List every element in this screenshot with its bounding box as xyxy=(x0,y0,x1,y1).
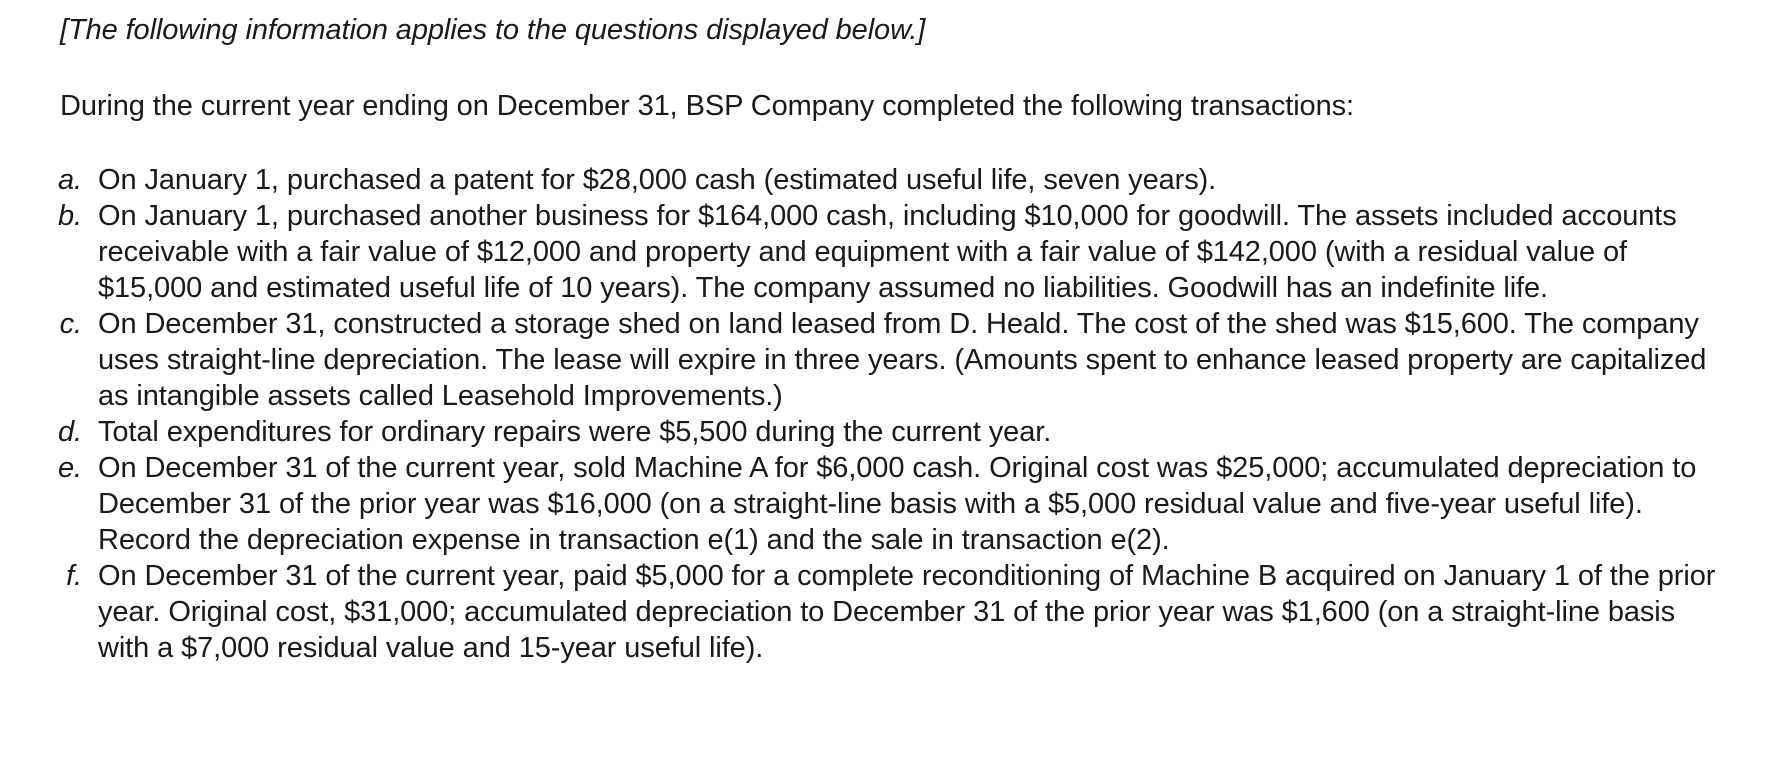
transaction-list xyxy=(60,162,1726,666)
transaction-item-f xyxy=(60,558,1726,666)
transaction-item-b xyxy=(60,198,1726,306)
transaction-text: On December 31, constructed a storage shed on land leased from D. Heald. The cost of the shed was $15,600. The company uses straight-line depreciation. The lease will expire in three years. (Amounts spent to enhance leased property are capitalized as intangible assets called Leasehold Improvements.) xyxy=(98,308,1707,412)
transaction-item-d xyxy=(60,414,1726,450)
lead-paragraph: During the current year ending on December 31, BSP Company completed the following transactions: xyxy=(60,90,1354,122)
transaction-text: On January 1, purchased another business for $164,000 cash, including $10,000 for goodwill. The assets included accounts receivable with a fair value of $12,000 and property and equipment with a fair value of $142,000 (with a residual value of $15,000 and estimated useful life of 10 years). The company assumed no liabilities. Goodwill has an indefinite life. xyxy=(98,200,1677,304)
transaction-letter: b. xyxy=(58,200,82,232)
intro-note: [The following information applies to the questions displayed below.] xyxy=(60,14,926,46)
transaction-text: On December 31 of the current year, paid $5,000 for a complete reconditioning of Machine B acquired on January 1 of the prior year. Original cost, $31,000; accumulated depreciation to December 31 of the prior year was $1,600 (on a straight-line basis with a $7,000 residual value and 15-year useful life). xyxy=(98,560,1716,664)
transaction-letter: e. xyxy=(58,452,82,484)
transaction-letter: f. xyxy=(66,560,82,592)
transaction-letter: a. xyxy=(58,164,82,196)
transaction-item-c xyxy=(60,306,1726,414)
transaction-text: On December 31 of the current year, sold Machine A for $6,000 cash. Original cost was $25,000; accumulated depreciation to December 31 of the prior year was $16,000 (on a straight-line basis with a $5,000 residual value and five-year useful life). Record the depreciation expense in transaction e(1) and the sale in transaction e(2). xyxy=(98,452,1697,556)
transaction-text: On January 1, purchased a patent for $28,000 cash (estimated useful life, seven years). xyxy=(98,164,1217,196)
transaction-item-a xyxy=(60,162,1726,198)
transaction-item-e xyxy=(60,450,1726,558)
transaction-letter: d. xyxy=(58,416,82,448)
transaction-text: Total expenditures for ordinary repairs were $5,500 during the current year. xyxy=(98,416,1052,448)
transaction-letter: c. xyxy=(59,308,82,340)
